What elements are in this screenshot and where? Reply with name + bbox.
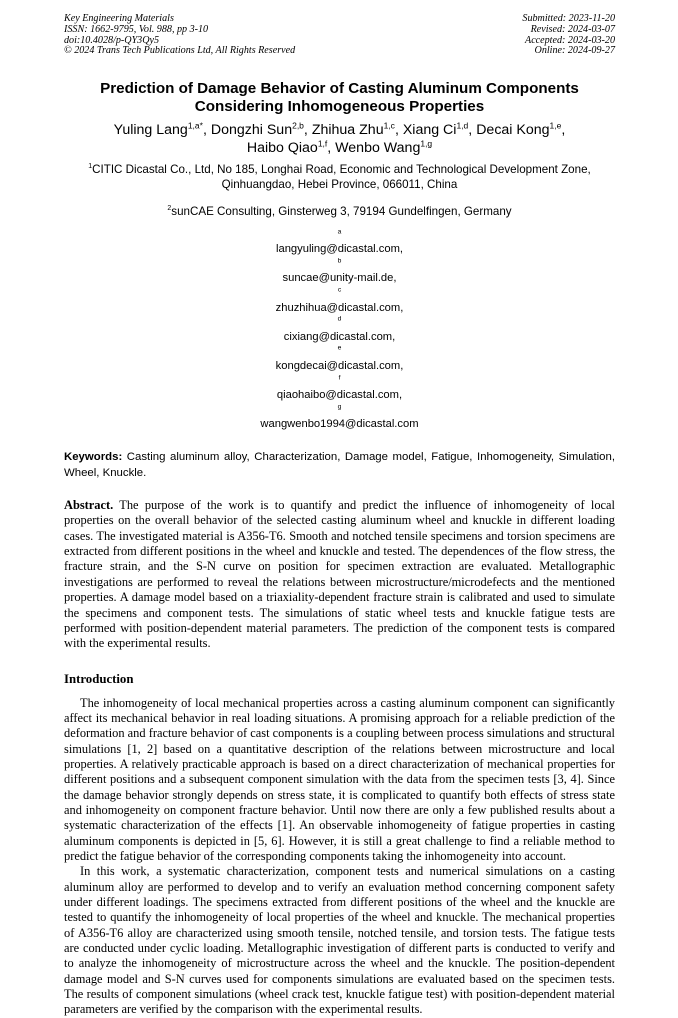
keywords-text: Casting aluminum alloy, Characterization, Damage model, Fatigue, Inhomogeneity, Simulation, Wheel, Knuckle.	[64, 450, 615, 479]
author-affiliation-mark: 1,a*	[187, 120, 203, 131]
affiliation-2	[64, 204, 615, 219]
publication-info	[64, 14, 295, 57]
online-date: Online: 2024-09-27	[534, 45, 615, 57]
email-link[interactable]: langyuling@dicastal.com,	[275, 243, 404, 256]
email-link[interactable]: qiaohaibo@dicastal.com,	[276, 389, 403, 402]
email-link[interactable]: suncae@unity-mail.de,	[282, 272, 397, 285]
author-separator: ,	[561, 122, 566, 139]
email-link[interactable]: zhuzhihua@dicastal.com,	[275, 301, 404, 314]
author-name: Decai Kong	[476, 122, 550, 139]
email-mark: d	[337, 315, 342, 323]
author-affiliation-mark: 1,g	[420, 137, 433, 148]
introduction-paragraph-2: In this work, a systematic characterization, component tests and numerical simulations on a casting aluminum alloy are performed to develop and to verify an evaluation method concerning component safety under different loadings. The specimens extracted from different positions of the wheel and the knuckle are tested to quantify the inhomogeneity of local properties of the wheel and knuckle. The mechanical properties of A356-T6 alloy are characterized using smooth tensile, notched tensile, and torsion tests. The fatigue tests are conducted under cyclic loading. Metallographic investigation of different parts is conducted to verify and to analyze the inhomogeneity of microstructure across the wheel and the knuckle. The position-dependent damage model and S-N curves used for components simulations are evaluated based on the specimen tests. The results of component simulations (wheel crack test, knuckle fatigue test) with position-dependent material parameters are verified by the comparison with the experimental results.	[64, 864, 615, 1017]
author-list	[64, 122, 615, 157]
author-separator: ,	[468, 122, 477, 139]
email-mark: f	[338, 373, 341, 381]
doi-line: doi:10.4028/p-QY3Qy5	[64, 34, 160, 46]
issn-line: ISSN: 1662-9795, Vol. 988, pp 3-10	[64, 23, 209, 35]
affiliation-mark: 2	[167, 205, 172, 213]
abstract-block	[64, 498, 615, 651]
affiliation-text: CITIC Dicastal Co., Ltd, No 185, Longhai Road, Economic and Technological Development Zone, Qinhuangdao, Hebei Province, 066011, China	[92, 163, 591, 192]
email-mark: b	[337, 257, 342, 265]
author-name: Xiang Ci	[402, 122, 457, 139]
affiliation-mark: 1	[88, 163, 93, 171]
author-name: Zhihua Zhu	[311, 122, 384, 139]
author-separator: ,	[327, 139, 336, 156]
author-affiliation-mark: 1,c	[383, 120, 395, 131]
title-line-2: Considering Inhomogeneous Properties	[194, 97, 485, 115]
email-link[interactable]: kongdecai@dicastal.com,	[275, 359, 404, 372]
email-link[interactable]: wangwenbo1994@dicastal.com	[260, 418, 419, 431]
paper-title	[74, 80, 605, 115]
journal-name: Key Engineering Materials	[64, 13, 174, 24]
email-line-3	[64, 403, 615, 432]
author-line-1	[64, 122, 615, 139]
introduction-heading: Introduction	[64, 671, 134, 686]
author-affiliation-mark: 1,e	[549, 120, 562, 131]
submitted-date: Submitted: 2023-11-20	[522, 13, 615, 24]
revised-date: Revised: 2024-03-07	[530, 23, 615, 35]
author-affiliation-mark: 1,d	[456, 120, 469, 131]
abstract-label: Abstract.	[64, 498, 114, 513]
email-mark: c	[337, 286, 342, 294]
accepted-date: Accepted: 2024-03-20	[525, 34, 615, 46]
author-name: Dongzhi Sun	[210, 122, 293, 139]
publication-dates	[522, 14, 615, 57]
author-separator: ,	[303, 122, 312, 139]
title-line-1: Prediction of Damage Behavior of Casting Aluminum Components	[100, 80, 579, 98]
email-list	[64, 228, 615, 432]
header-metadata	[64, 14, 615, 57]
keywords-block	[64, 450, 615, 481]
author-affiliation-mark: 2,b	[292, 120, 304, 131]
author-line-2	[64, 137, 615, 157]
copyright-line: © 2024 Trans Tech Publications Ltd, All Rights Reserved	[64, 45, 296, 57]
author-name: Haibo Qiao	[246, 139, 318, 156]
affiliation-1	[64, 162, 615, 192]
author-separator: ,	[202, 122, 211, 139]
email-line-2	[64, 315, 615, 403]
author-name: Wenbo Wang	[335, 139, 421, 156]
email-mark: g	[337, 403, 342, 410]
introduction-paragraph-1: The inhomogeneity of local mechanical properties across a casting aluminum component can significantly affect its mechanical behavior in real loading situations. A promising approach for a reliable prediction of the deformation and fracture behavior of cast components is a coupling between process simulations and structural simulations [1, 2] based on a quantitative description of the relations between microstructure and local properties. A relatively practicable approach is based on a direct characterization of mechanical properties for different positions and a subsequent component simulation with the data from the specimen tests [3, 4]. Since the damage behavior strongly depends on stress state, it is complicated to quantify both effects of stress state and inhomogeneity on component fracture behavior. Until now there are only a few published results about a systematic characterization of the effects [1]. An observable inhomogeneity of fatigue properties in casting aluminum components is depicted in [5, 6]. However, it is still a great challenge to find a reliable method to predict the fatigue behavior of the corresponding components taking the inhomogeneity into account.	[64, 695, 615, 863]
email-mark: e	[337, 344, 342, 352]
paper-page	[64, 14, 615, 1018]
author-affiliation-mark: 1,f	[317, 137, 328, 148]
abstract-text: The purpose of the work is to quantify and predict the influence of inhomogeneity of local properties on the overall behavior of the selected casting aluminum wheel and knuckle in different loading cases. The investigated material is A356-T6. Smooth and notched tensile specimens and torsion specimens are extracted from different positions in the wheel and knuckle and tested. The dependences of the flow stress, the fracture strain, and the S-N curve on position for specimen extraction are evaluated. Metallographic investigations are performed to reveal the relations between microstructure/microdefects and the mentioned properties. A damage model based on a triaxiality-dependent fracture strain is calibrated and used to simulate the specimens and component tests. The simulations of static wheel tests and knuckle fatigue tests are performed with position-dependent material parameters. The prediction of the component tests is compared with the experimental results.	[64, 498, 615, 651]
email-mark: a	[337, 227, 342, 235]
author-separator: ,	[394, 122, 403, 139]
email-line-1	[64, 228, 615, 316]
keywords-label: Keywords:	[64, 450, 123, 463]
email-link[interactable]: cixiang@dicastal.com,	[283, 330, 396, 343]
affiliation-text: sunCAE Consulting, Ginsterweg 3, 79194 Gundelfingen, Germany	[171, 205, 512, 219]
author-name: Yuling Lang	[113, 122, 188, 139]
